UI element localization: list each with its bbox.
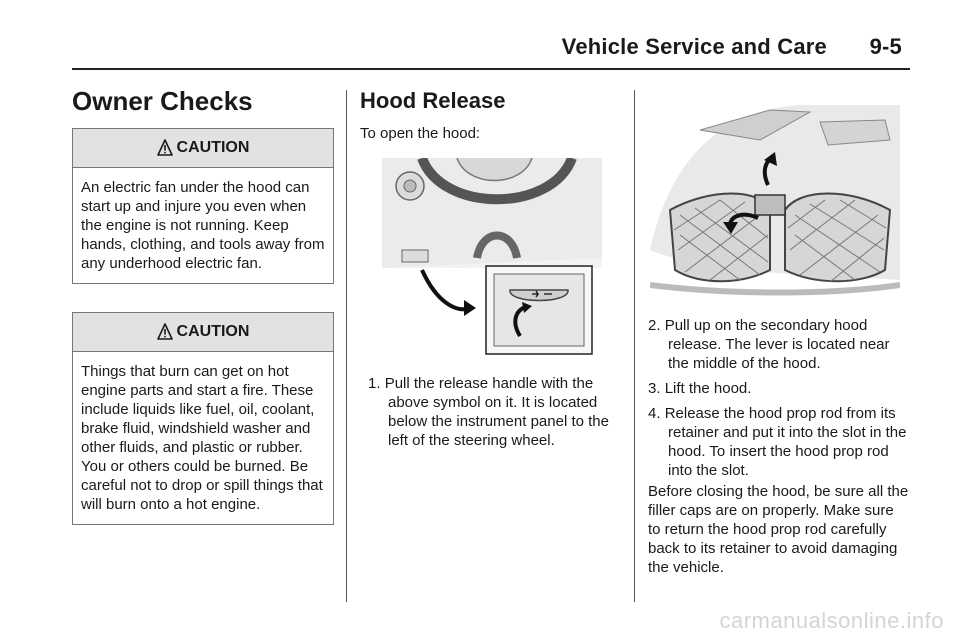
caution-text: An electric fan under the hood can start up and injure you even when the engine is not running. Keep hands, clothing, and tools away from any underhood electric fan. xyxy=(81,179,325,272)
step-text: Release the hood prop rod from its retainer and put it into the slot in the hood. To insert the hood prop rod into the slot. xyxy=(664,405,907,479)
step-list-middle xyxy=(368,374,622,456)
section-heading-hood-release: Hood Release xyxy=(360,88,506,113)
hood-release-handle-illustration xyxy=(382,158,602,358)
page-number: 9-5 xyxy=(869,34,902,59)
warning-icon xyxy=(157,139,173,157)
caution-box-fire xyxy=(72,312,334,525)
caution-label: CAUTION xyxy=(176,139,250,156)
step-text: Pull the release handle with the above symbol on it. It is located below the instrument panel to the left of the steering wheel. xyxy=(384,375,609,449)
header-title: Vehicle Service and Care xyxy=(561,34,827,59)
secondary-hood-release-illustration xyxy=(650,100,900,300)
list-item xyxy=(648,404,910,480)
step-number: 4. xyxy=(648,405,661,422)
step-number: 3. xyxy=(648,380,661,397)
watermark: carmanualsonline.info xyxy=(719,608,944,633)
warning-icon xyxy=(157,323,173,341)
step-number: 1. xyxy=(368,375,381,392)
page-heading: Owner Checks xyxy=(72,86,253,116)
step-text: Pull up on the secondary hood release. The lever is located near the middle of the hood. xyxy=(664,317,890,372)
column-divider-left xyxy=(346,90,347,602)
list-item xyxy=(648,316,910,373)
step-text: Lift the hood. xyxy=(664,380,752,397)
column-divider-right xyxy=(634,90,635,602)
step-number: 2. xyxy=(648,317,661,334)
header-rule xyxy=(72,68,910,70)
step-list-right xyxy=(648,316,910,486)
caution-label: CAUTION xyxy=(176,323,250,340)
caution-header xyxy=(73,313,333,352)
caution-box-fan xyxy=(72,128,334,284)
running-header xyxy=(562,34,902,60)
list-item xyxy=(648,379,910,398)
intro-text: To open the hood: xyxy=(360,125,481,142)
closing-paragraph: Before closing the hood, be sure all the filler caps are on properly. Make sure to return the hood prop rod carefully back to its retainer to avoid damaging the vehicle. xyxy=(648,483,909,576)
caution-text: Things that burn can get on hot engine parts and start a fire. These include liquids like fuel, oil, coolant, brake fluid, windshield washer and other fluids, and plastic or rubber. You or others could be burned. Be careful not to drop or spill things that will burn onto a hot engine. xyxy=(81,363,323,513)
caution-header xyxy=(73,129,333,168)
list-item xyxy=(368,374,622,450)
